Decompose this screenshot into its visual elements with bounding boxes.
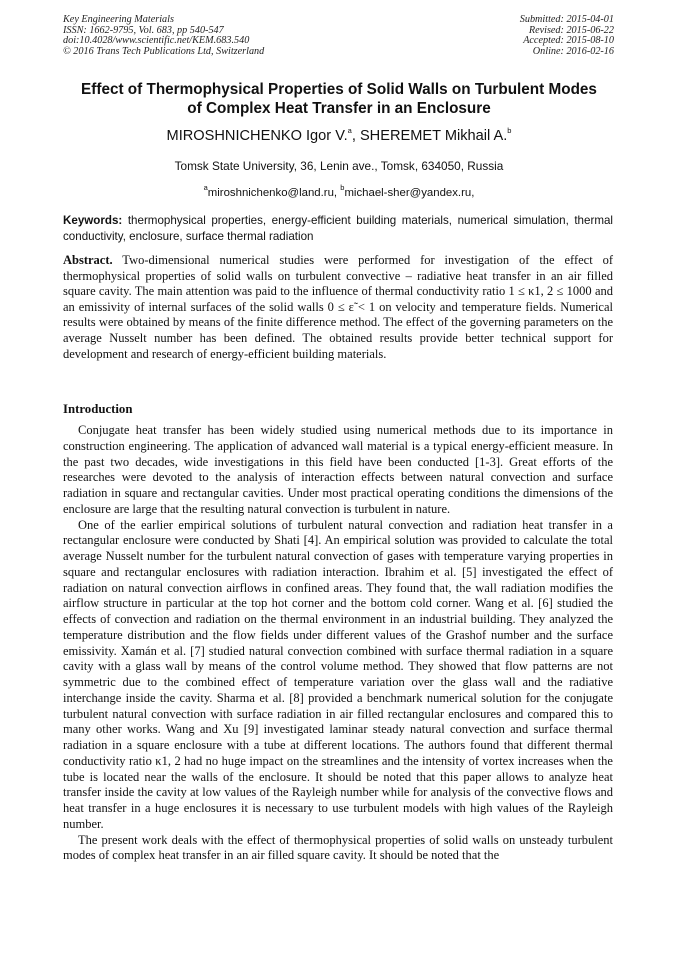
title-line-1: Effect of Thermophysical Properties of Solid Walls on Turbulent Modes: [81, 81, 597, 98]
author-separator: ,: [351, 128, 360, 144]
accepted-date: Accepted: 2015-08-10: [523, 35, 614, 47]
abstract-text: Two-dimensional numerical studies were performed for investigation of the effect of thermophysical properties of solid walls on turbulent convective – radiative heat transfer in an air filled square cavity. The main attention was paid to the influence of thermal conductivity ratio 1 ≤ κ1, 2 ≤ 1000 and an emissivity of internal surfaces of the solid walls 0 ≤ ε̃ < 1 on velocity and temperature fields. Numerical results were obtained by means of the finite difference method. The effect of the governing parameters on the average Nusselt number has been defined. The obtained results provide better technical support for development and research of energy-efficient building materials.: [63, 253, 613, 361]
keywords-text: thermophysical properties, energy-efficient building materials, numerical simulation, thermal conductivity, enclosure, surface thermal radiation: [63, 214, 613, 243]
section-heading-introduction: Introduction: [63, 402, 133, 416]
paragraph: The present work deals with the effect of thermophysical properties of solid walls on unsteady turbulent modes of complex heat transfer in an air filled square cavity. It should be noted that the: [63, 832, 613, 863]
issn-line: ISSN: 1662-9795, Vol. 683, pp 540-547: [63, 24, 224, 36]
author-2-affil-mark: b: [507, 126, 512, 136]
title-line-2: of Complex Heat Transfer in an Enclosure: [187, 100, 491, 117]
email-a-mark: a: [203, 183, 208, 193]
paragraph: One of the earlier empirical solutions of turbulent natural convection and radiation heat transfer in a rectangular enclosure were conducted by Shati [4]. An empirical solution was provided to calculate the total average Nusselt number for the turbulent natural convection of gases with temperature varying properties in square and rectangular enclosures with radiation interaction. Ibrahim et al. [5] investigated the effect of radiation on natural convection airflows in confined areas. They found that, the wall radiation modifies the airflow structure in particular at the top hot corner and the bottom cold corner. Wang et al. [6] studied the effects of convection and radiation on the thermal environment in an industrial building. They analyzed the temperature distribution and the flow fields under different values of the Grashof number and the surface emissivity. Xamán et al. [7] studied natural convection combined with surface thermal radiation in a square cavity with a glass wall by means of the control volume method. They showed that flow patterns are not symmetric due to the combined effect of temperature variation over the glass wall and the radiative interchange inside the cavity. Sharma et al. [8] provided a benchmark numerical solution for the conjugate turbulent natural convection with surface radiation in air filled rectangular enclosures and compared this to many other works. Wang and Xu [9] investigated laminar steady natural convection and surface thermal radiation in a square enclosure with a tube at different locations. The authors found that different thermal conductivity ratio κ1, 2 had no huge impact on the streamlines and the intensity of vortex increases when the tube is located near the walls of the enclosure. It should be noted that this paper allows to analyze heat transfer inside the cavity at low values of the Rayleigh number while for analysis of the convective flows and heat transfer in a huge enclosures it is necessary to use turbulent models with high values of the Rayleigh number.: [63, 517, 613, 831]
paragraph: Conjugate heat transfer has been widely studied using numerical methods due to its importance in construction engineering. The application of advanced wall material is a typical energy-efficient measure. In the past two decades, wide investigations in this field have been conducted [1-3]. Great efforts of the researches were devoted to the analysis of interaction effects between natural convection and surface radiation in square and rectangular cavities. Under most practical operating conditions the dimensions of the enclosure are large that the resulting natural convection is turbulent in nature.: [63, 423, 613, 516]
author-list: [50, 127, 628, 145]
submitted-date: Submitted: 2015-04-01: [519, 14, 614, 25]
revised-date: Revised: 2015-06-22: [528, 24, 614, 36]
author-1: MIROSHNICHENKO Igor V.: [166, 128, 348, 144]
copyright-line: © 2016 Trans Tech Publications Ltd, Switzerland: [63, 45, 265, 57]
email-b: michael-sher@yandex.ru,: [344, 187, 475, 199]
email-a: miroshnichenko@land.ru,: [207, 187, 341, 199]
journal-name: Key Engineering Materials: [63, 14, 174, 25]
email-b-mark: b: [340, 183, 345, 193]
abstract: [63, 253, 613, 362]
introduction-body: [63, 423, 613, 864]
online-date: Online: 2016-02-16: [532, 45, 614, 57]
doi-line: doi:10.4028/www.scientific.net/KEM.683.540: [63, 35, 250, 47]
abstract-label: Abstract.: [63, 253, 113, 267]
paper-title: [50, 80, 628, 118]
keywords: [63, 213, 613, 244]
author-emails: [50, 183, 628, 201]
author-1-affil-mark: a: [347, 126, 352, 136]
author-2: SHEREMET Mikhail A.: [359, 128, 508, 144]
journal-info: [63, 15, 264, 57]
publication-dates: [520, 15, 614, 57]
keywords-label: Keywords:: [63, 214, 123, 227]
affiliation: Tomsk State University, 36, Lenin ave., Tomsk, 634050, Russia: [174, 159, 504, 173]
